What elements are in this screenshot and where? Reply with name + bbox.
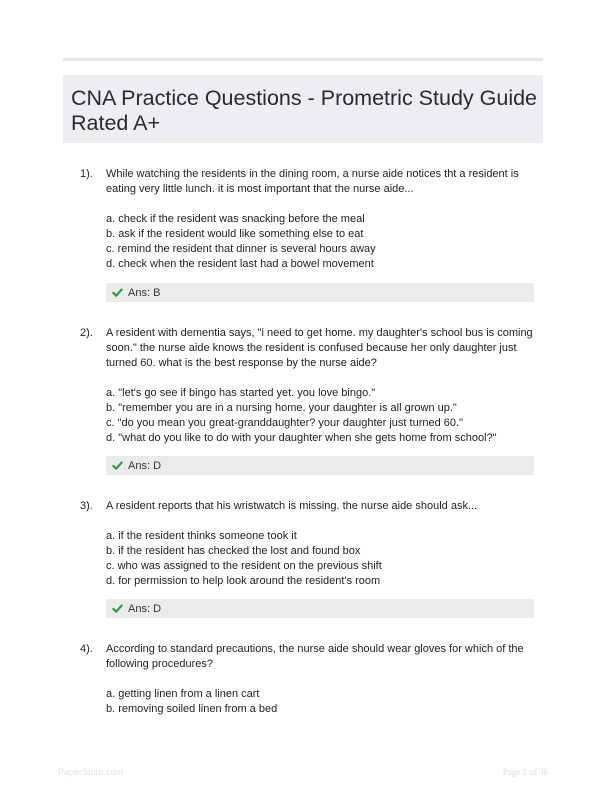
option-list xyxy=(106,386,534,446)
question-text: A resident with dementia says, "i need to get home. my daughter's school bus is coming soon." the nurse aide knows the resident is confused because her only daughter just turned 60. what is the best response by the nurse aide? xyxy=(106,327,533,369)
question-number: 3). xyxy=(80,500,93,512)
page-title: CNA Practice Questions - Prometric Study Guide Rated A+ xyxy=(71,86,538,135)
option-a: a. getting linen from a linen cart xyxy=(106,688,260,700)
option-c: c. remind the resident that dinner is several hours away xyxy=(106,243,376,255)
option-c: c. who was assigned to the resident on the previous shift xyxy=(106,560,382,572)
checkmark-icon xyxy=(112,603,123,614)
answer-bar xyxy=(106,599,534,618)
question-number: 1). xyxy=(80,168,93,180)
option-b: b. if the resident has checked the lost and found box xyxy=(106,545,361,557)
option-a: a. "let's go see if bingo has started yet. you love bingo." xyxy=(106,387,376,399)
option-d: d. check when the resident last had a bowel movement xyxy=(106,258,374,270)
answer-text: Ans: D xyxy=(128,459,162,472)
option-b: b. removing soiled linen from a bed xyxy=(106,703,278,715)
page-number: Page 1 of 36 xyxy=(502,767,548,777)
checkmark-icon xyxy=(112,287,123,298)
option-list xyxy=(106,529,534,589)
footer-watermark: PaperStore.com xyxy=(58,767,124,777)
option-a: a. check if the resident was snacking before the meal xyxy=(106,213,365,225)
answer-text: Ans: B xyxy=(128,286,161,299)
question-number: 4). xyxy=(80,643,93,655)
answer-text: Ans: D xyxy=(128,602,162,615)
question-number: 2). xyxy=(80,327,93,339)
option-d: d. for permission to help look around the resident's room xyxy=(106,575,381,587)
option-a: a. if the resident thinks someone took it xyxy=(106,530,297,542)
top-divider xyxy=(63,58,543,61)
question-text: While watching the residents in the dining room, a nurse aide notices tht a resident is eating very little lunch. it is most important that the nurse aide... xyxy=(106,168,519,195)
option-d: d. "what do you like to do with your daughter when she gets home from school?" xyxy=(106,432,497,444)
answer-bar xyxy=(106,456,534,475)
title-banner xyxy=(63,75,543,143)
question-text: A resident reports that his wristwatch is missing. the nurse aide should ask... xyxy=(106,500,478,512)
option-c: c. "do you mean you great-granddaughter? your daughter just turned 60." xyxy=(106,417,463,429)
option-b: b. "remember you are in a nursing home. your daughter is all grown up." xyxy=(106,402,457,414)
option-b: b. ask if the resident would like something else to eat xyxy=(106,228,364,240)
checkmark-icon xyxy=(112,460,123,471)
answer-bar xyxy=(106,283,534,302)
option-list xyxy=(106,212,534,272)
question-text: According to standard precautions, the nurse aide should wear gloves for which of the following procedures? xyxy=(106,643,524,670)
option-list xyxy=(106,687,534,717)
